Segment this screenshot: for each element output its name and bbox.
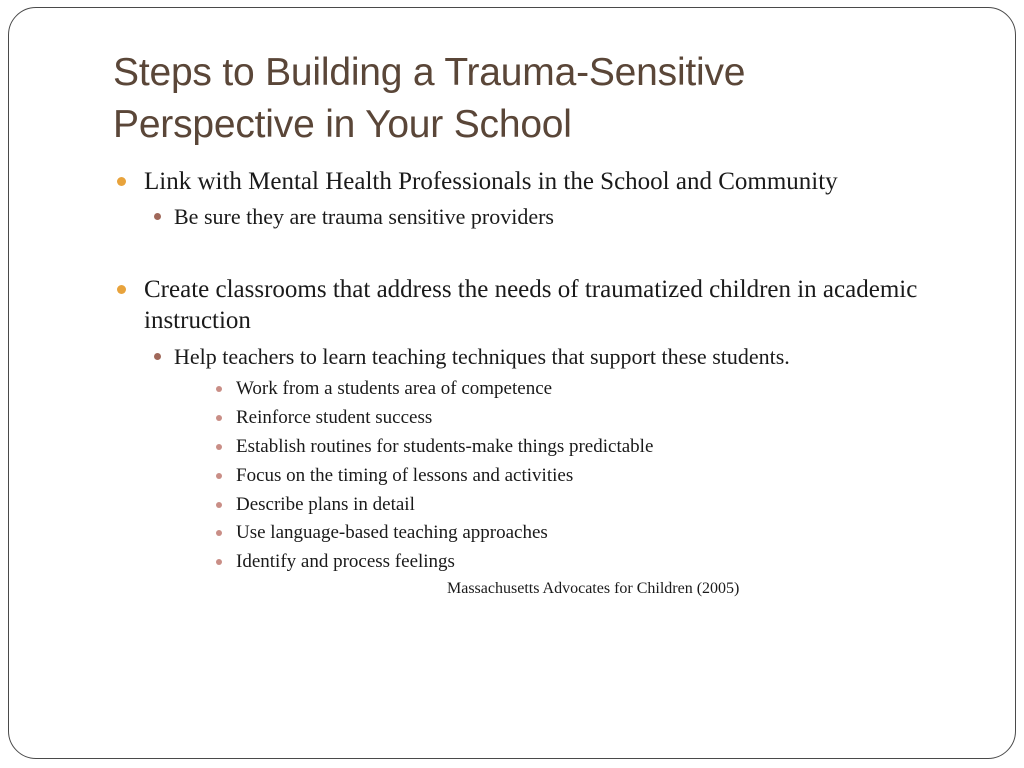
bullet-dot-icon [216, 444, 222, 450]
bullet-dot-icon [216, 530, 222, 536]
bullet-dot-icon [216, 386, 222, 392]
bullet-text: Help teachers to learn teaching techniques that support these students. [174, 344, 790, 369]
bullet-dot-icon [154, 213, 161, 220]
technique-text: Reinforce student success [236, 407, 433, 428]
bullet-dot-icon [154, 353, 161, 360]
technique-text: Work from a students area of competence [236, 378, 553, 399]
bullet-classrooms [144, 274, 949, 336]
bullet-dot-icon [117, 177, 126, 186]
technique-text: Use language-based teaching approaches [236, 522, 548, 543]
technique-text: Identify and process feelings [236, 551, 455, 572]
technique-item [236, 464, 573, 488]
bullet-dot-icon [216, 473, 222, 479]
technique-item [236, 550, 455, 574]
bullet-dot-icon [216, 502, 222, 508]
bullet-text: Create classrooms that address the needs of traumatized children in academic instruction [144, 276, 918, 334]
bullet-dot-icon [117, 285, 126, 294]
subbullet-trauma-providers [174, 203, 974, 231]
technique-item [236, 377, 552, 401]
bullet-text: Link with Mental Health Professionals in the School and Community [144, 168, 838, 195]
bullet-text: Be sure they are trauma sensitive providers [174, 204, 554, 229]
subbullet-help-teachers [174, 343, 974, 371]
technique-item [236, 435, 653, 459]
technique-item [236, 406, 432, 430]
title-line-1: Steps to Building a Trauma-Sensitive [113, 51, 746, 94]
technique-item [236, 493, 415, 517]
technique-text: Establish routines for students-make things predictable [236, 436, 654, 457]
citation: Massachusetts Advocates for Children (2005) [447, 580, 740, 597]
title-line-2: Perspective in Your School [113, 103, 572, 146]
technique-text: Describe plans in detail [236, 494, 415, 515]
technique-item [236, 521, 548, 545]
bullet-dot-icon [216, 415, 222, 421]
technique-text: Focus on the timing of lessons and activities [236, 465, 574, 486]
bullet-mental-health [144, 166, 974, 197]
bullet-dot-icon [216, 559, 222, 565]
